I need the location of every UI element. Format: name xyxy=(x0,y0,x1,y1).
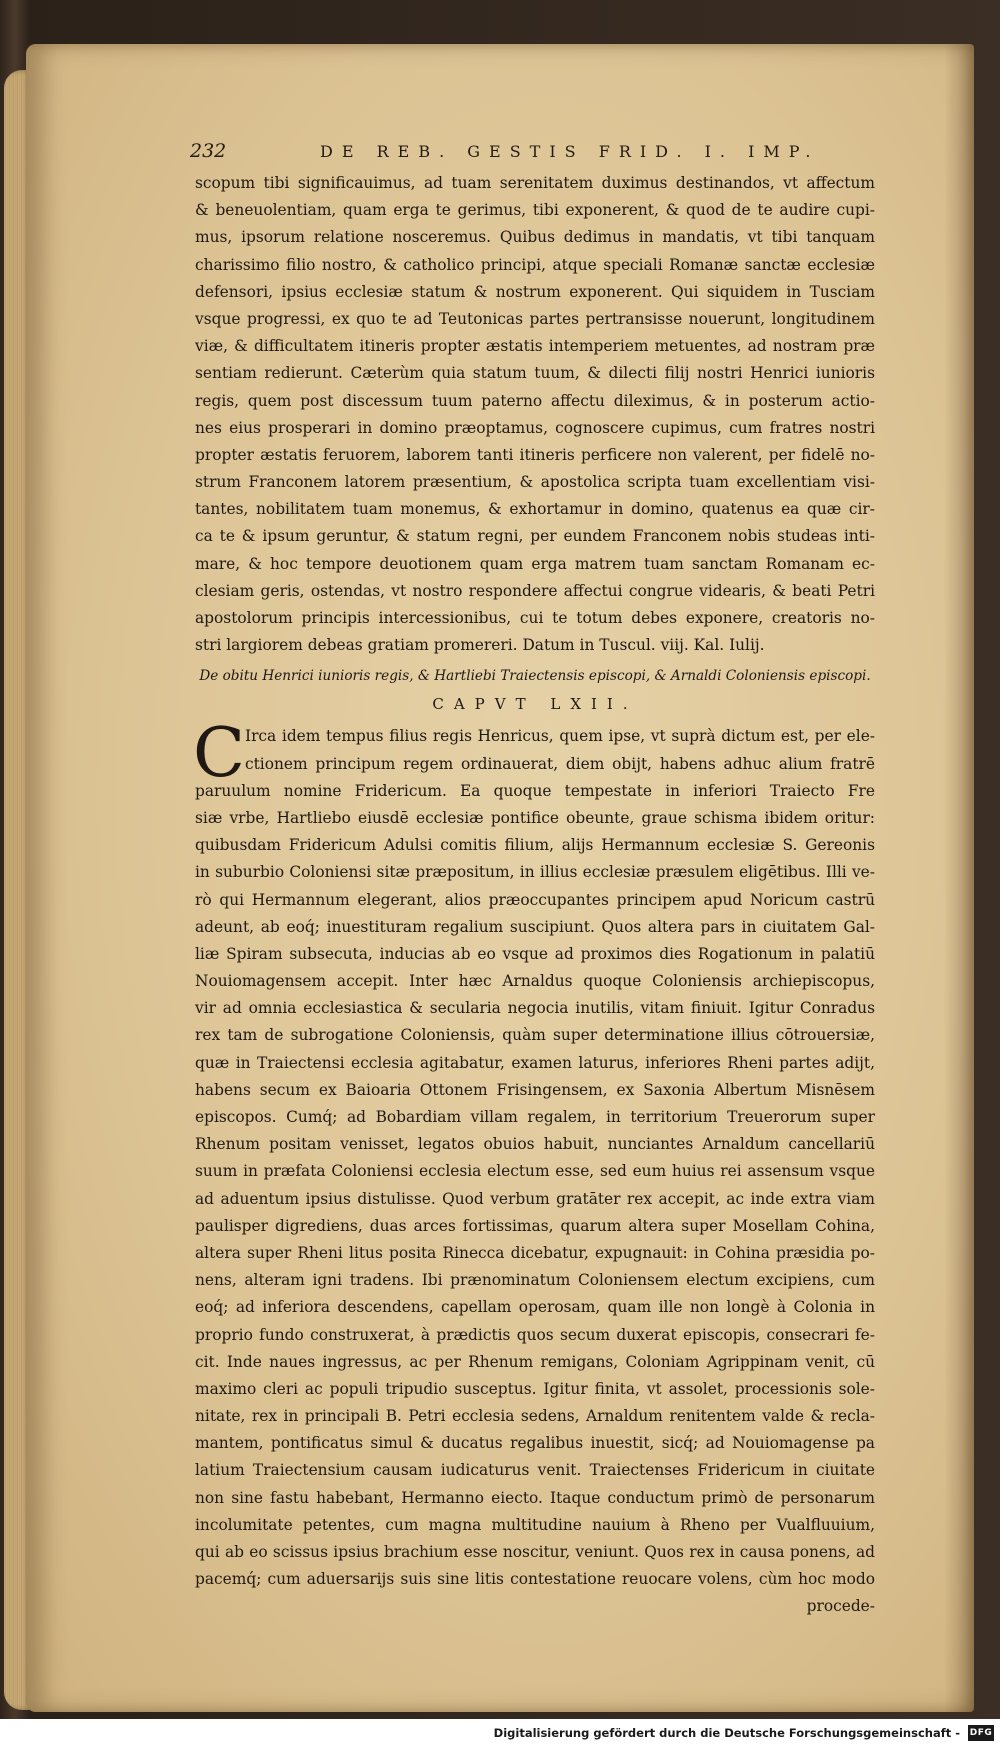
text-line: latium Traiectensium causam iudicaturus venit. Traiectenses Fridericum in ciuitate xyxy=(195,1461,875,1480)
text-line: altera super Rheni litus posita Rinecca dicebatur, expugnauit: in Cohina præsidia po- xyxy=(195,1243,875,1262)
gutter-shadow xyxy=(944,44,974,1712)
text-line: Irca idem tempus filius regis Henricus, quem ipse, vt suprà dictum est, per ele- xyxy=(245,727,875,746)
text-line: ctionem principum regem ordinauerat, diem obijt, habens adhuc alium fratrē xyxy=(245,754,875,773)
text-line: quibusdam Fridericum Adulsi comitis filium, alijs Hermannum ecclesiæ S. Gereonis xyxy=(195,836,875,855)
letter-text xyxy=(195,170,875,659)
text-line: habens secum ex Baioaria Ottonem Frisingensem, ex Saxonia Albertum Misnēsem xyxy=(195,1080,875,1099)
text-line: paruulum nomine Fridericum. Ea quoque tempestate in inferiori Traiecto Fre xyxy=(195,781,875,800)
chapter-body xyxy=(193,714,875,1593)
dfg-logo-icon: DFG xyxy=(968,1725,994,1741)
text-line: liæ Spiram subsecuta, inducias ab eo vsque ad proximos dies Rogationum in palatiū xyxy=(195,944,875,963)
text-line: viæ, & difficultatem itineris propter æstatis intemperiem metuentes, ad nostram præ xyxy=(195,337,875,356)
text-line: charissimo filio nostro, & catholico principi, atque speciali Romanæ sanctæ ecclesiæ xyxy=(195,255,875,274)
text-line: strum Franconem latorem præsentium, & apostolica scripta tuam excellentiam visi- xyxy=(195,473,875,492)
text-line: episcopos. Cumq́; ad Bobardiam villam regalem, in territorium Treuerorum super xyxy=(195,1108,875,1126)
text-line: regis, quem post discessum tuum paterno affectu dileximus, & in posterum actio- xyxy=(195,391,875,410)
catchword: procede- xyxy=(806,1597,875,1616)
text-line: non sine fastu habebant, Hermanno eiecto. Itaque conductum primò de personarum xyxy=(195,1488,875,1507)
page-number: 232 xyxy=(190,140,227,162)
text-line: ca te & ipsum geruntur, & statum regni, per eundem Franconem nobis studeas inti- xyxy=(195,527,875,546)
text-line: rò qui Hermannum elegerant, alios præoccupantes principem apud Noricum castrū xyxy=(195,890,875,909)
text-line: incolumitate petentes, cum magna multitudine nauium à Rheno per Vualfluuium, xyxy=(195,1515,875,1534)
text-line: nitate, rex in principali B. Petri ecclesia sedens, Arnaldum renitentem valde & recla- xyxy=(195,1407,875,1426)
text-line: maximo cleri ac populi tripudio susceptus. Igitur finita, vt assolet, processionis sole- xyxy=(195,1379,875,1398)
text-line: scopum tibi significauimus, ad tuam serenitatem duximus destinandos, vt affectum xyxy=(195,174,875,192)
chapter-text xyxy=(193,714,875,1593)
text-block xyxy=(195,170,875,1621)
text-line: adeunt, ab eoq́; inuestituram regalium suscipiunt. Quos altera pars in ciuitatem Gal- xyxy=(195,917,875,936)
drop-cap: C xyxy=(193,714,246,794)
text-line: & beneuolentiam, quam erga te gerimus, tibi exponerent, & quod de te audire cupi- xyxy=(195,201,875,220)
text-line: paulisper digrediens, duas arces fortissimas, quarum altera super Mosellam Cohina, xyxy=(195,1216,875,1235)
text-line: mus, ipsorum relatione nosceremus. Quibus dedimus in mandatis, vt tibi tanquam xyxy=(195,228,875,247)
text-line: proprio fundo construxerat, à prædictis quos secum duxerat episcopis, consecrari fe- xyxy=(195,1325,875,1344)
chapter-rubric: De obitu Henrici iunioris regis, & Hartliebi Traiectensis episcopi, & Arnaldi Coloniensis episcopi. xyxy=(199,668,871,685)
text-line: vir ad omnia ecclesiastica & secularia negocia inutilis, vitam finiuit. Igitur Conradus xyxy=(195,999,875,1018)
text-line: vsque progressi, ex quo te ad Teutonicas partes pertransisse nouerunt, longitudinem xyxy=(195,309,875,328)
text-line: Rhenum positam venisset, legatos obuios habuit, nunciantes Arnaldum cancellariū xyxy=(195,1135,875,1154)
text-line: cit. Inde naues ingressus, ac per Rhenum remigans, Coloniam Agrippinam venit, cū xyxy=(195,1352,875,1371)
footer-bar xyxy=(0,1719,1000,1747)
text-line: Nouiomagensem accepit. Inter hæc Arnaldus quoque Coloniensis archiepiscopus, xyxy=(195,972,875,991)
text-line: clesiam geris, ostendas, vt nostro respondere affectui congrue videaris, & beati Petri xyxy=(195,581,875,600)
text-line: tantes, nobilitatem tuam monemus, & exhortamur in domino, quatenus ea quæ cir- xyxy=(195,500,875,519)
text-line: eoq́; ad inferiora descendens, capellam operosam, quam ille non longè à Colonia in xyxy=(195,1298,875,1317)
text-line: qui ab eo scissus ipsius brachium esse noscitur, veniunt. Quos rex in causa ponens, ad xyxy=(195,1543,875,1561)
running-head-title: DE REB. GESTIS FRID. I. IMP. xyxy=(320,142,820,161)
text-line: siæ vrbe, Hartliebo eiusdē ecclesiæ pontifice obeunte, graue schisma ibidem oritur: xyxy=(195,808,875,827)
text-line: in suburbio Coloniensi sitæ præpositum, in illius ecclesiæ præsulem eligētibus. Illi ve- xyxy=(195,863,875,882)
text-line: mantem, pontificatus simul & ducatus regalibus inuestit, sicq́; ad Nouiomagense pa xyxy=(195,1434,875,1453)
text-line: propter æstatis feruorem, laborem tanti itineris perficere non valerent, per fidelē no- xyxy=(195,445,875,464)
text-line: suum in præfata Coloniensi ecclesia electum esse, sed eum huius rei assensum vsque xyxy=(195,1162,875,1181)
text-line: mare, & hoc tempore deuotionem quam erga matrem tuam sanctam Romanam ec- xyxy=(195,554,875,573)
text-line: nens, alteram igni tradens. Ibi prænominatum Coloniensem electum excipiens, cum xyxy=(195,1271,875,1290)
text-line: sentiam redierunt. Cæterùm quia statum tuum, & dilecti filij nostri Henrici iunioris xyxy=(195,364,875,383)
running-head xyxy=(190,140,880,170)
text-line: nes eius prosperari in domino præoptamus, cognoscere cupimus, cum fratres nostri xyxy=(195,418,875,437)
text-line: quæ in Traiectensi ecclesia agitabatur, examen laturus, inferiores Rheni partes adijt, xyxy=(195,1053,875,1072)
footer-credit: Digitalisierung gefördert durch die Deutsche Forschungsgemeinschaft - xyxy=(493,1726,960,1740)
text-line: stri largiorem debeas gratiam promereri. Datum in Tuscul. viij. Kal. Iulij. xyxy=(195,636,765,655)
text-line: pacemq́; cum aduersarijs suis sine litis contestatione reuocare volens, cùm hoc modo xyxy=(195,1570,875,1589)
chapter-heading: CAPVT LXII. xyxy=(432,695,638,714)
text-line: rex tam de subrogatione Coloniensis, quàm super determinatione illius cōtrouersiæ, xyxy=(195,1026,875,1045)
text-line: apostolorum principis intercessionibus, cui te totum debes exponere, creatoris no- xyxy=(195,609,875,627)
text-line: ad aduentum ipsius distulisse. Quod verbum gratāter rex accepit, ac inde extra viam xyxy=(195,1189,875,1208)
text-line: defensori, ipsius ecclesiæ statum & nostrum exponerent. Qui siquidem in Tusciam xyxy=(195,282,875,301)
